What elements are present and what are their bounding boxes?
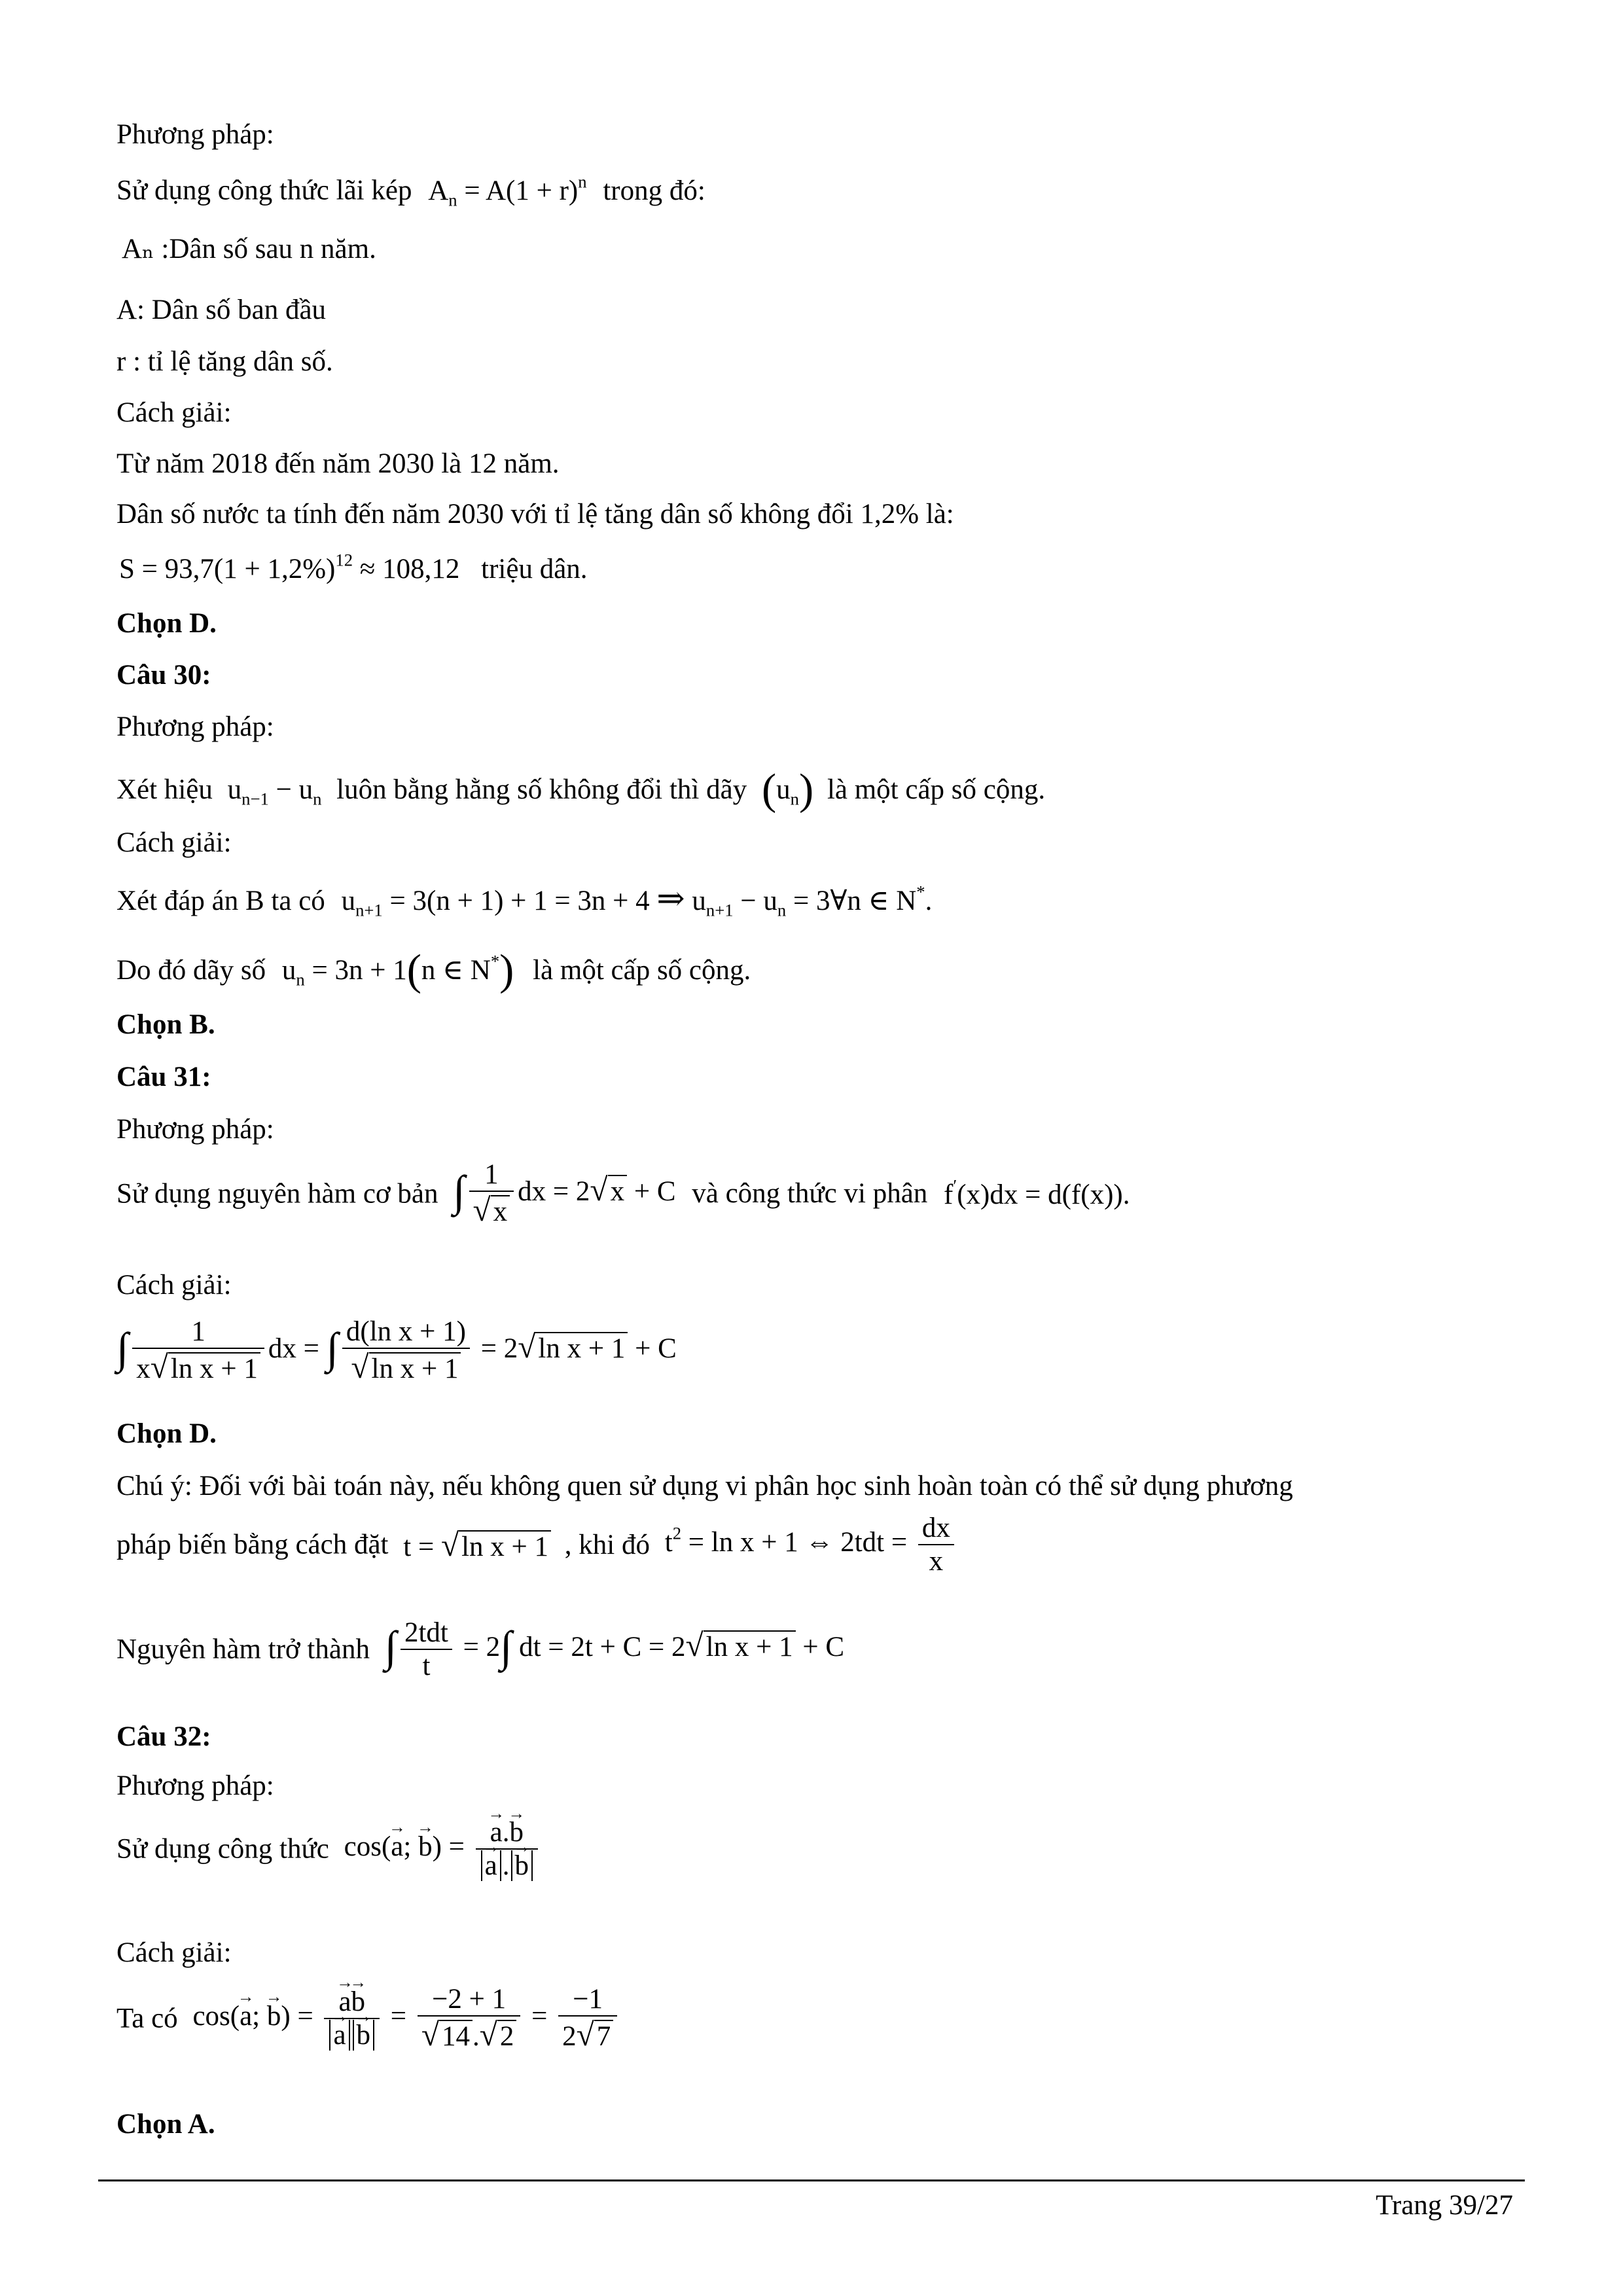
substitution-formula: t = √ln x + 1 <box>403 1532 551 1562</box>
note-31-line-3: Nguyên hàm trở thành ∫ $\frac{\text{2tdt}}{t}$ = 2∫ dt = 2t + C = 2√ln x + 1 + C <box>116 1617 845 1682</box>
method-heading: Phương pháp: <box>116 1770 274 1801</box>
solution-30-line-2: Do đó dãy số $u_n = 3n + 1(n$ ∈ N*) là một cấp số cộng. <box>116 946 751 994</box>
note-31-line-1: Chú ý: Đối với bài toán này, nếu không quen sử dụng vi phân học sinh hoàn toàn có thể sử dụng phương <box>116 1471 1293 1501</box>
note-31-line-2: pháp biến bằng cách đặt t = √ln x + 1 , khi đó $t^2 = \ln x + 1$ ⇔ 2tdt = $\frac{dx}{x}$ <box>116 1512 958 1578</box>
answer-29: Chọn D. <box>116 608 217 639</box>
method-30-text: Xét hiệu $u_{n-1} - u_n$ luôn bằng hằng số không đổi thì dãy $(u_n)$ là một cấp số cộng. <box>116 766 1046 814</box>
differential-formula: f′(x)dx = d(f(x)). <box>944 1175 1130 1211</box>
method-32-text: Sử dụng công thức cos(→ a; → b) = → a.→ b → a .→ b <box>116 1816 542 1882</box>
cosine-vector-formula: cos(→ a; → b) = → a.→ b → a .→ b <box>344 1831 542 1862</box>
population-sentence: Dân số nước ta tính đến năm 2030 với tỉ lệ tăng dân số không đổi 1,2% là: <box>116 499 954 529</box>
difference-expression: $u_{n-1} - u_n$ <box>227 774 322 809</box>
question-31-title: Câu 31: <box>116 1062 211 1092</box>
question-32-title: Câu 32: <box>116 1721 211 1752</box>
population-calculation: $S = 93,7(1 + 1,2\%)^{12} \approx 108,12$ triệu dân. <box>119 550 588 584</box>
sequence-difference-formula: $u_{n+1} = 3(n + 1) + 1 = 3n + 4$ ⇒ $u_{n+1} - u_n$ = 3∀n ∈ N*. <box>341 880 933 920</box>
answer-32: Chọn A. <box>116 2109 215 2140</box>
sequence-symbol: $(u_n)$ <box>761 766 814 814</box>
population-formula: $S = 93,7(1 + 1,2\%)^{12} \approx 108,12$ <box>119 550 460 584</box>
page-number: Trang 39/27 <box>1376 2190 1513 2221</box>
cosine-calculation: cos(→ a; → b) = → a→ b → a→ b = $\frac{-2 + 1}{√14.√2}$ = $\frac{-1}{2√7}$ <box>192 2001 621 2032</box>
question-30-title: Câu 30: <box>116 660 211 691</box>
sequence-formula: $u_n = 3n + 1(n$ ∈ N*) <box>281 946 514 994</box>
footer-divider <box>98 2179 1525 2181</box>
method-heading: Phương pháp: <box>116 711 274 742</box>
compound-interest-line: Sử dụng công thức lãi kép $A_n = A(1 + r)^n$ trong đó: <box>116 171 705 209</box>
solution-heading: Cách giải: <box>116 1270 232 1300</box>
solution-heading: Cách giải: <box>116 397 232 428</box>
solution-30-line-1: Xét đáp án B ta có $u_{n+1} = 3(n + 1) + 1 = 3n + 4$ ⇒ $u_{n+1} - u_n$ = 3∀n ∈ N*. <box>116 880 933 920</box>
solution-heading: Cách giải: <box>116 1937 232 1968</box>
method-heading: Phương pháp: <box>116 1114 274 1145</box>
answer-31: Chọn D. <box>116 1418 217 1449</box>
definition-An: Aₙ :Dân số sau n năm. <box>122 234 376 264</box>
transformed-antiderivative: ∫ $\frac{\text{2tdt}}{t}$ = 2∫ dt = 2t + C = 2√ln x + 1 + C <box>384 1617 845 1682</box>
basic-antiderivative-formula: ∫ $\frac{1}{√x}$ dx = 2√x + C <box>453 1159 683 1229</box>
differential-relation: $t^2 = \ln x + 1$ ⇔ 2tdt = $\frac{dx}{x}$ <box>665 1527 958 1558</box>
years-sentence: Từ năm 2018 đến năm 2030 là 12 năm. <box>116 448 560 479</box>
answer-30: Chọn B. <box>116 1009 215 1040</box>
solution-32-line: Ta có cos(→ a; → b) = → a→ b → a→ b = $\frac{-2 + 1}{√14.√2}$ = $\frac{-1}{2√7}$ <box>116 1983 621 2054</box>
solution-31-formula: ∫ $\frac{1}{\text{x√ln x + 1}}$ dx = ∫ $\frac{\text{d(ln x + 1)}}{\text{√ln x + 1}}$ = 2√ln x + 1 + C <box>116 1316 677 1386</box>
definition-r: r : tỉ lệ tăng dân số. <box>116 346 333 377</box>
compound-interest-formula: $A_n = A(1 + r)^n$ <box>428 171 587 209</box>
solution-heading: Cách giải: <box>116 827 232 858</box>
method-31-text: Sử dụng nguyên hàm cơ bản ∫ $\frac{1}{√x}$ dx = 2√x + C và công thức vi phân f′(x)dx = d(f(x)). <box>116 1159 1130 1229</box>
definition-A: A: Dân số ban đầu <box>116 295 327 325</box>
method-heading: Phương pháp: <box>116 119 274 150</box>
